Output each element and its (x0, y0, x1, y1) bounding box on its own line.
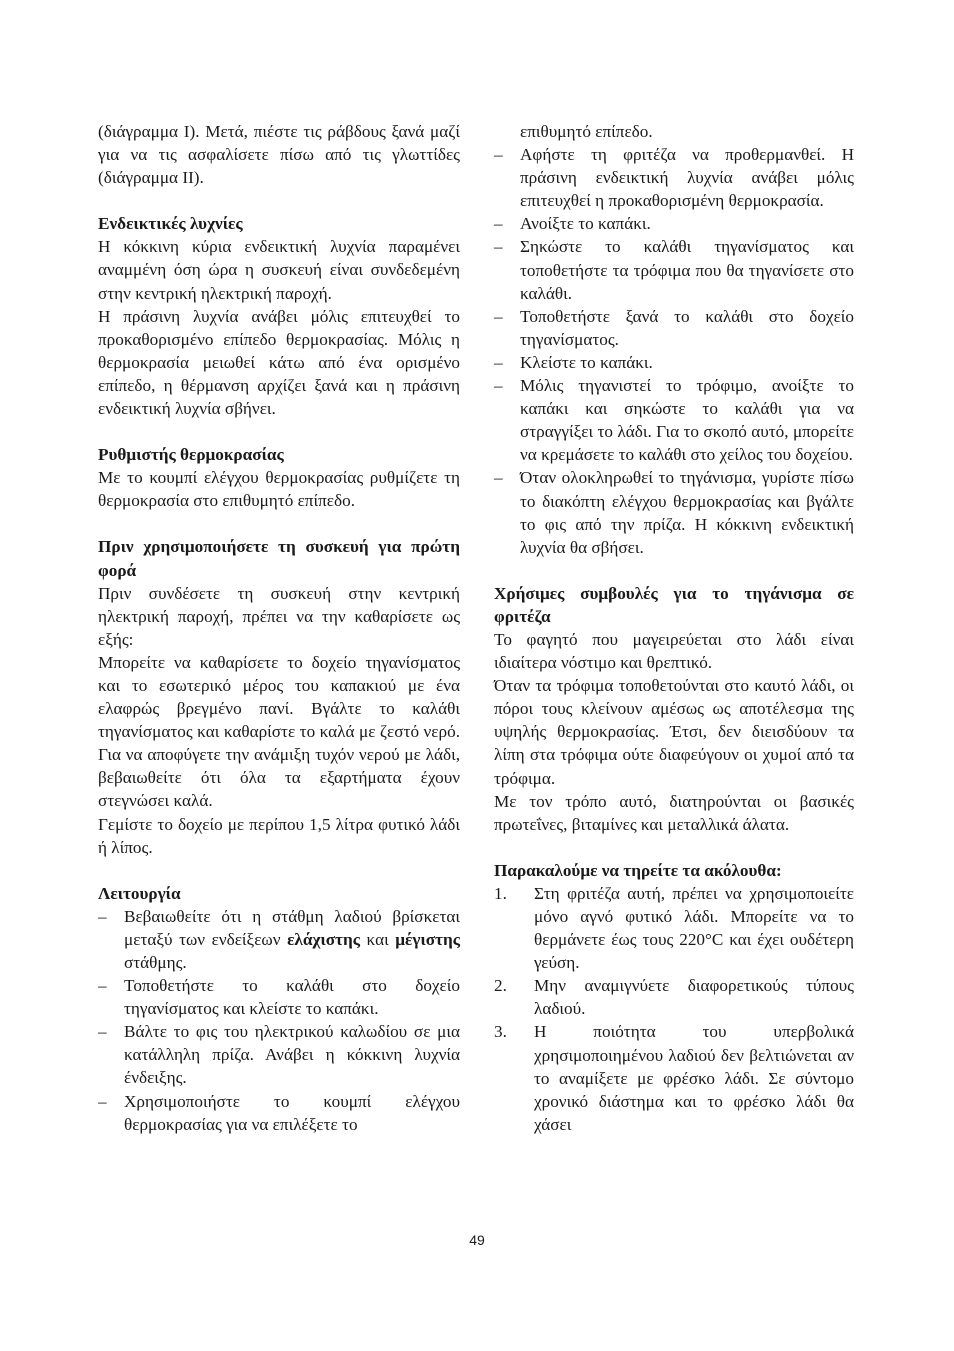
operation-item-10: Μόλις τηγανιστεί το τρόφιμο, ανοίξτε το καπάκι και σηκώστε το καλάθι για να στραγγίξει το λάδι. Για το σκοπό αυτό, μπορείτε να κρεμάσετε το καλάθι στο χείλος του δοχείου. (520, 376, 854, 465)
lamps-paragraph-2: Η πράσινη λυχνία ανάβει μόλις επιτευχθεί το προκαθορισμένο επίπεδο θερμοκρασίας. Μόλις η θερμοκρασία μειωθεί κάτω από ένα ορισμένο επίπεδο, η θέρμανση αρχίζει ξανά και η πράσινη ενδεικτική λυχνία σβήνει. (98, 306, 460, 419)
list-item (494, 143, 854, 212)
dash-marker: – (494, 145, 503, 165)
dash-marker: – (98, 1022, 107, 1042)
dash-marker: – (494, 352, 503, 372)
list-item (98, 974, 460, 1020)
heading-operation: Λειτουργία (98, 883, 181, 903)
intro-paragraph: (διάγραμμα I). Μετά, πιέστε τις ράβδους ξανά μαζί για να τις ασφαλίσετε πίσω από τις γλωττίδες (διάγραμμα II). (98, 122, 460, 188)
operation-item-1: Βεβαιωθείτε ότι η στάθμη λαδιού βρίσκεται μεταξύ των ενδείξεων ελάχιστης και μέγιστης στάθμης. (124, 906, 460, 972)
note-item-1: Στη φριτέζα αυτή, πρέπει να χρησιμοποιείτε μόνο αγνό φυτικό λάδι. Μπορείτε να το θερμάνετε έως τους 220°C και έχει ουδέτερη γεύση. (534, 883, 854, 973)
list-item (494, 212, 854, 235)
tips-paragraph-2: Όταν τα τρόφιμα τοποθετούνται στο καυτό λάδι, οι πόροι τους κλείνουν αμέσως ως αποτέλεσμα της υψηλής θερμοκρασίας. Έτσι, δεν διεισδύουν τα λίπη στα τρόφιμα ούτε διαφεύγουν οι χυμοί από τα τρόφιμα. (494, 676, 854, 788)
dash-marker: – (494, 468, 503, 488)
list-item (494, 1020, 854, 1135)
thermostat-paragraph: Με το κουμπί ελέγχου θερμοκρασίας ρυθμίζετε τη θερμοκρασία στο επιθυμητό επίπεδο. (98, 468, 460, 511)
lamps-paragraph-1: Η κόκκινη κύρια ενδεικτική λυχνία παραμένει αναμμένη όση ώρα η συσκευή είναι συνδεδεμένη στην κεντρική ηλεκτρική παροχή. (98, 237, 460, 303)
dash-marker: – (98, 976, 107, 996)
operation-item-4: Χρησιμοποιήστε το κουμπί ελέγχου θερμοκρασίας για να επιλέξετε το (124, 1091, 460, 1134)
dash-marker: – (494, 306, 503, 326)
note-item-3: Η ποιότητα του υπερβολικά χρησιμοποιημένου λαδιού δεν βελτιώνεται αν το αναμίξετε με φρέσκο λάδι. Σε σύντομο χρονικό διάστημα και το φρέσκο λάδι θα χάσει (534, 1022, 854, 1134)
number-marker: 2. (494, 976, 507, 996)
max-level-label: μέγιστης (395, 929, 460, 949)
list-item (98, 1090, 460, 1136)
list-item (98, 905, 460, 974)
dash-marker: – (494, 237, 503, 257)
heading-please-note: Παρακαλούμε να τηρείτε τα ακόλουθα: (494, 860, 782, 880)
dash-marker: – (494, 214, 503, 234)
operation-item-8: Τοποθετήστε ξανά το καλάθι στο δοχείο τηγανίσματος. (520, 306, 854, 349)
number-marker: 1. (494, 883, 507, 903)
first-use-paragraph-2: Μπορείτε να καθαρίσετε το δοχείο τηγανίσματος και το εσωτερικό μέρος του καπακιού με ένα ελαφρώς βρεγμένο πανί. Βγάλτε το καλάθι τηγανίσματος και καθαρίστε το καλά με ζεστό νερό. Για να αποφύγετε την ανάμιξη τυχόν νερού με λάδι, βεβαιωθείτε ότι όλα τα εξαρτήματα έχουν στεγνώσει καλά. (98, 652, 460, 811)
operation-item-9: Κλείστε το καπάκι. (520, 352, 653, 372)
note-item-2: Μην αναμιγνύετε διαφορετικούς τύπους λαδιού. (534, 976, 854, 1019)
list-item (494, 351, 854, 374)
list-item (98, 1020, 460, 1089)
right-column (494, 120, 854, 1136)
first-use-paragraph-1: Πριν συνδέσετε τη συσκευή στην κεντρική ηλεκτρική παροχή, πρέπει να την καθαρίσετε ως εξής: (98, 583, 460, 649)
dash-marker: – (98, 1091, 107, 1111)
operation-item-2: Τοποθετήστε το καλάθι στο δοχείο τηγανίσματος και κλείστε το καπάκι. (124, 976, 460, 1019)
dash-marker: – (494, 376, 503, 396)
left-column (98, 120, 460, 1136)
operation-item-7: Σηκώστε το καλάθι τηγανίσματος και τοποθετήστε τα τρόφιμα που θα τηγανίσετε στο καλάθι. (520, 237, 854, 303)
tips-paragraph-1: Το φαγητό που μαγειρεύεται στο λάδι είναι ιδιαίτερα νόστιμο και θρεπτικό. (494, 629, 854, 673)
list-item (494, 305, 854, 351)
page-number: 49 (469, 1232, 485, 1248)
operation-item-4-continued: επιθυμητό επίπεδο. (520, 122, 653, 141)
tips-paragraph-3: Με τον τρόπο αυτό, διατηρούνται οι βασικές πρωτεΐνες, βιταμίνες και μεταλλικά άλατα. (494, 791, 854, 834)
heading-indicator-lamps: Ενδεικτικές λυχνίες (98, 214, 243, 234)
min-level-label: ελάχιστης (287, 929, 360, 949)
first-use-paragraph-3: Γεμίστε το δοχείο με περίπου 1,5 λίτρα φυτικό λάδι ή λίπος. (98, 814, 460, 857)
heading-first-use: Πριν χρησιμοποιήσετε τη συσκευή για πρώτη φορά (98, 537, 460, 580)
operation-item-3: Βάλτε το φις του ηλεκτρικού καλωδίου σε μια κατάλληλη πρίζα. Ανάβει η κόκκινη λυχνία ένδειξης. (124, 1022, 460, 1088)
number-marker: 3. (494, 1022, 507, 1042)
operation-item-11: Όταν ολοκληρωθεί το τηγάνισμα, γυρίστε πίσω το διακόπτη ελέγχου θερμοκρασίας και βγάλτε το φις από την πρίζα. Η κόκκινη ενδεικτική λυχνία θα σβήσει. (520, 468, 854, 557)
list-item (494, 974, 854, 1020)
list-item (494, 374, 854, 466)
list-item (494, 235, 854, 304)
dash-marker: – (98, 906, 107, 926)
operation-item-6: Ανοίξτε το καπάκι. (520, 214, 651, 234)
heading-frying-tips: Χρήσιμες συμβουλές για το τηγάνισμα σε φριτέζα (494, 583, 854, 626)
list-item (494, 882, 854, 974)
heading-thermostat: Ρυθμιστής θερμοκρασίας (98, 445, 284, 465)
operation-item-5: Αφήστε τη φριτέζα να προθερμανθεί. Η πράσινη ενδεικτική λυχνία ανάβει μόλις επιτευχθεί η προκαθορισμένη θερμοκρασία. (520, 145, 854, 211)
list-item (494, 466, 854, 558)
